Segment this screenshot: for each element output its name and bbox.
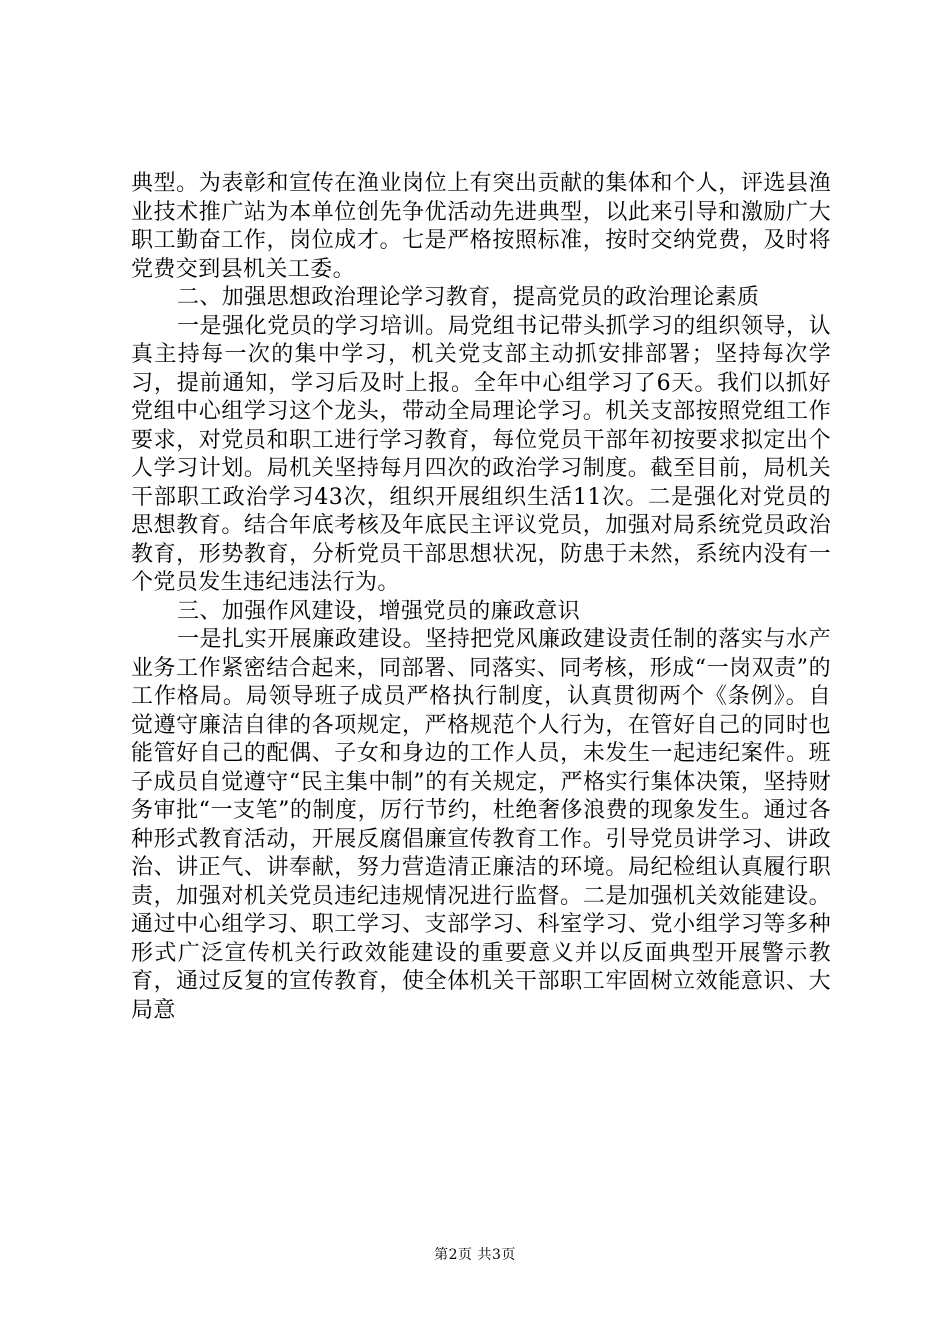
document-body xyxy=(131,170,831,1025)
section-heading-two: 二、加强思想政治理论学习教育，提高党员的政治理论素质 xyxy=(177,285,760,310)
page-footer: 第2页 共3页 xyxy=(434,1247,516,1263)
paragraph-integrity-building: 一是扎实开展廉政建设。坚持把党风廉政建设责任制的落实与水产业务工作紧密结合起来，同部署、同落实、同考核，形成“一岗双责”的工作格局。局领导班子成员严格执行制度，认真贯彻两个《条例》。自觉遵守廉洁自律的各项规定，严格规范个人行为，在管好自己的同时也能管好自己的配偶、子女和身边的工作人员，未发生一起违纪案件。班子成员自觉遵守“民主集中制”的有关规定，严格实行集体决策，坚持财务审批“一支笔”的制度，厉行节约，杜绝奢侈浪费的现象发生。通过各种形式教育活动，开展反腐倡廉宣传教育工作。引导党员讲学习、讲政治、讲正气、讲奉献，努力营造清正廉洁的环境。局纪检组认真履行职责，加强对机关党员违纪违规情况进行监督。二是加强机关效能建设。通过中心组学习、职工学习、支部学习、科室学习、党小组学习等多种形式广泛宣传机关行政效能建设的重要意义并以反面典型开展警示教育，通过反复的宣传教育，使全体机关干部职工牢固树立效能意识、大局意 xyxy=(131,627,831,1023)
section-heading-three: 三、加强作风建设，增强党员的廉政意识 xyxy=(177,598,581,624)
paragraph-study-education: 一是强化党员的学习培训。局党组书记带头抓学习的组织领导，认真主持每一次的集中学习，机关党支部主动抓安排部署；坚持每次学习，提前通知，学习后及时上报。全年中心组学习了6天。我们以抓好党组中心组学习这个龙头，带动全局理论学习。机关支部按照党组工作要求，对党员和职工进行学习教育，每位党员干部年初按要求拟定出个人学习计划。局机关坚持每月四次的政治学习制度。截至目前，局机关干部职工政治学习43次，组织开展组织生活11次。二是强化对党员的思想教育。结合年底考核及年底民主评议党员，加强对局系统党员政治教育，形势教育，分析党员干部思想状况，防患于未然，系统内没有一个党员发生违纪违法行为。 xyxy=(131,313,831,595)
paragraph-continuation: 典型。为表彰和宣传在渔业岗位上有突出贡献的集体和个人，评选县渔业技术推广站为本单位创先争优活动先进典型，以此来引导和激励广大职工勤奋工作，岗位成才。七是严格按照标准，按时交纳党费，及时将党费交到县机关工委。 xyxy=(131,171,831,282)
